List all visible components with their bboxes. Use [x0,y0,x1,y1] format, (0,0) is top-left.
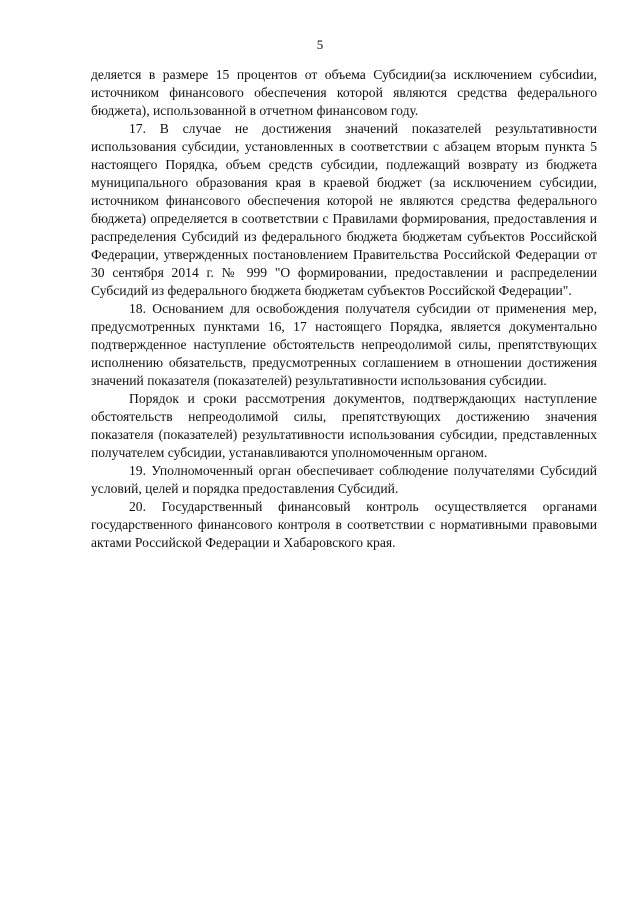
paragraph-item-18: 18. Основанием для освобождения получателя субсидии от применения мер, предусмотренных пунктами 16, 17 настоящего Порядка, является документально подтвержденное наступление обстоятельств непреодолимой силы, препятствующих исполнению обязательств, предусмотренных соглашением в отношении достижения значений показателя (показателей) результативности использования субсидии. [91,301,597,388]
page-number: 5 [316,37,324,52]
paragraph-item-19: 19. Уполномоченный орган обеспечивает соблюдение получателями Субсидий условий, целей и порядка предоставления Субсидий. [91,463,597,496]
paragraph-continuation: деляется в размере 15 процентов от объема Субсидии(за исключением субсиdии, источником финансового обеспечения которой являются средства федерального бюджета), использованной в отчетном финансовом году. [91,67,597,118]
paragraph-item-17: 17. В случае не достижения значений показателей результативности использования субсидии, установленных в соответствии с абзацем вторым пункта 5 настоящего Порядка, объем средств субсидии, подлежащий возврату из бюджета муниципального образования края в краевой бюджет (за исключением субсидии, источником финансового обеспечения которой не являются средства федерального бюджета) определяется в соответствии с Правилами формирования, предоставления и распределения Субсидий из федерального бюджета бюджетам субъектов Российской Федерации, утвержденных постановлением Правительства Российской Федерации от 30 сентября 2014 г. № 999 "О формировании, предоставлении и распределении Субсидий из федерального бюджета бюджетам субъектов Российской Федерации". [91,121,597,298]
paragraph-item-20: 20. Государственный финансовый контроль осуществляется органами государственного финансового контроля в соответствии с нормативными правовыми актами Российской Федерации и Хабаровского края. [91,499,597,550]
paragraph-item-18-procedure: Порядок и сроки рассмотрения документов, подтверждающих наступление обстоятельств непреодолимой силы, препятствующих достижению значения показателя (показателей) результативности использования субсидии, представленных получателем субсидии, устанавливаются уполномоченным органом. [91,391,597,460]
document-body [91,66,597,552]
